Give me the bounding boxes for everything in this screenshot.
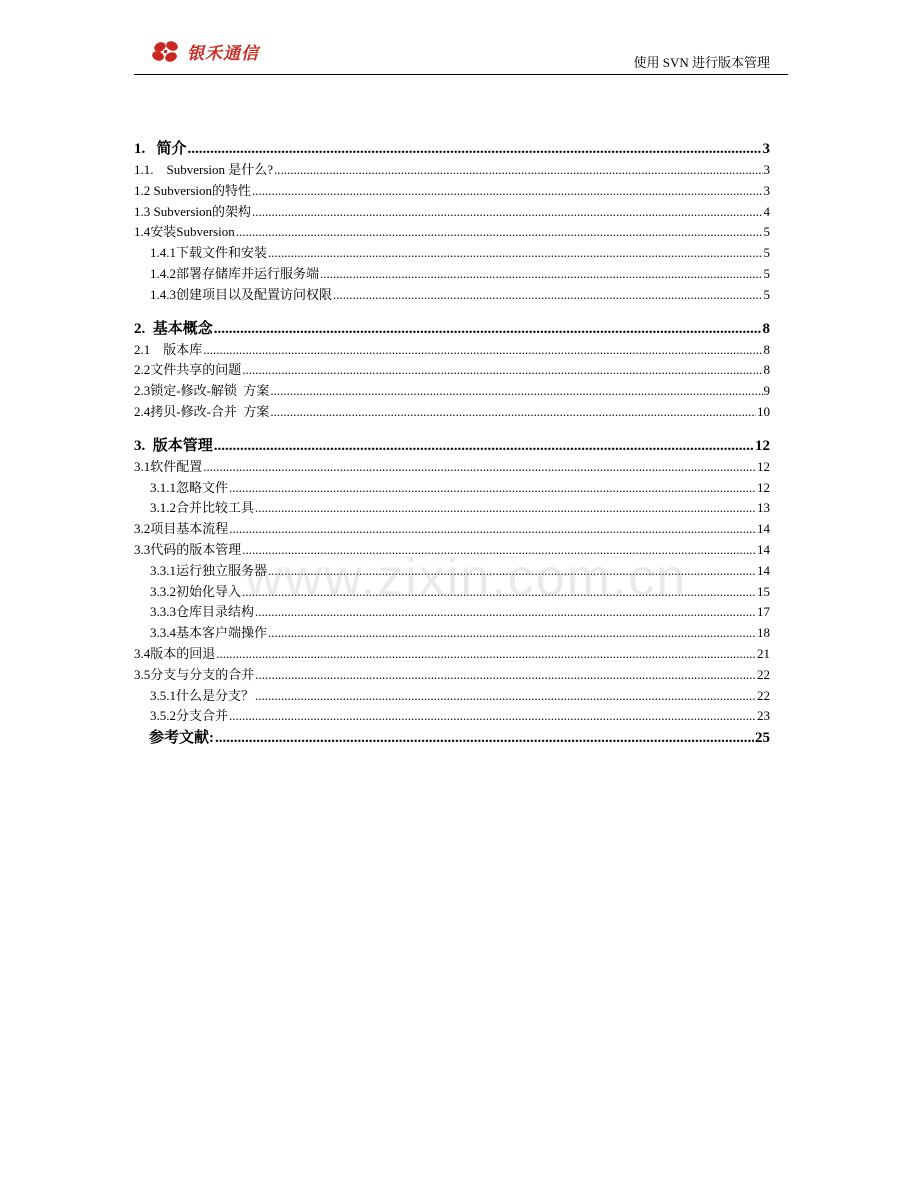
toc-entry-label: 1.4.3创建项目以及配置访问权限 (150, 286, 333, 302)
toc-leader-dots (242, 542, 756, 558)
toc-page-number: 22 (757, 687, 770, 703)
toc-entry-label: 3.1软件配置 (134, 458, 203, 474)
table-of-contents (134, 137, 770, 748)
toc-page-number: 21 (757, 645, 770, 661)
toc-page-number: 10 (757, 403, 770, 419)
toc-leader-dots (255, 688, 756, 704)
toc-entry[interactable] (134, 339, 770, 360)
toc-leader-dots (274, 162, 762, 178)
toc-page-number: 3 (763, 162, 770, 177)
toc-page-number: 8 (763, 341, 770, 357)
toc-entry[interactable] (134, 159, 770, 180)
section-gap (134, 422, 770, 428)
toc-leader-dots (252, 183, 762, 199)
toc-page-number: 14 (757, 521, 770, 537)
toc-entry-label: 2.4拷贝-修改-合并 方案 (134, 403, 270, 419)
toc-entry[interactable] (134, 180, 770, 201)
section-gap (134, 305, 770, 311)
toc-page-number: 9 (763, 383, 770, 399)
toc-entry[interactable] (134, 518, 770, 539)
toc-leader-dots (188, 141, 762, 158)
toc-page-number: 12 (757, 458, 770, 474)
toc-entry[interactable] (134, 601, 770, 622)
toc-page-number: 5 (763, 286, 770, 302)
toc-page-number: 14 (757, 562, 770, 578)
toc-leader-dots (333, 287, 762, 303)
toc-page-number: 12 (757, 479, 770, 495)
logo-text: 银禾通信 (187, 44, 259, 64)
toc-leader-dots (214, 321, 762, 338)
company-logo (150, 39, 259, 64)
toc-entry-label: 3.3.3仓库目录结构 (150, 604, 255, 620)
toc-entry-label: 2.1 版本库 (134, 341, 203, 357)
toc-entry[interactable] (134, 560, 770, 581)
toc-page-number: 3 (762, 141, 770, 157)
toc-page-number: 8 (762, 320, 770, 337)
toc-page-number: 5 (763, 265, 770, 281)
toc-entry[interactable] (134, 726, 770, 748)
page-header (134, 36, 788, 75)
toc-leader-dots (255, 500, 756, 516)
toc-entry[interactable] (134, 434, 770, 456)
toc-leader-dots (229, 480, 756, 496)
toc-entry-label: 2.2文件共享的问题 (134, 362, 242, 378)
toc-page-number: 14 (757, 541, 770, 557)
toc-leader-dots (242, 584, 756, 600)
toc-entry-label: 3.1.2合并比较工具 (150, 500, 255, 516)
toc-entry[interactable] (134, 664, 770, 685)
toc-leader-dots (242, 362, 762, 378)
toc-entry[interactable] (134, 242, 770, 263)
header-title: 使用 SVN 进行版本管理 (633, 55, 770, 70)
toc-leader-dots (268, 563, 756, 579)
toc-leader-dots (255, 604, 756, 620)
toc-leader-dots (215, 730, 754, 747)
toc-page-number: 5 (763, 224, 770, 240)
toc-entry[interactable] (134, 263, 770, 284)
toc-entry-label: 3.5分支与分支的合并 (134, 666, 255, 682)
toc-entry-label: 1.4.1下载文件和安装 (150, 245, 268, 261)
toc-entry-label: 3.3代码的版本管理 (134, 541, 242, 557)
toc-entry[interactable] (134, 359, 770, 380)
toc-entry-label: 3.5.2分支合并 (150, 708, 229, 724)
toc-entry[interactable] (134, 317, 770, 339)
toc-entry[interactable] (134, 643, 770, 664)
toc-leader-dots (236, 224, 763, 240)
toc-entry[interactable] (134, 221, 770, 242)
toc-entry[interactable] (134, 137, 770, 159)
toc-page-number: 8 (763, 362, 770, 378)
toc-page-number: 13 (757, 500, 770, 516)
toc-page-number: 15 (757, 583, 770, 599)
toc-entry-label: 3.1.1忽略文件 (150, 479, 229, 495)
toc-entry[interactable] (134, 201, 770, 222)
toc-entry[interactable] (134, 284, 770, 305)
toc-entry-label: 1.2 Subversion的特性 (134, 182, 252, 198)
toc-entry[interactable] (134, 401, 770, 422)
toc-page-number: 3 (763, 182, 770, 198)
toc-entry[interactable] (134, 581, 770, 602)
toc-entry-label: 3.5.1什么是分支？ (150, 687, 255, 703)
toc-leader-dots (203, 342, 762, 358)
toc-entry-label: 1. 简介 (134, 141, 187, 157)
toc-leader-dots (270, 404, 756, 420)
toc-page-number: 18 (757, 625, 770, 641)
toc-leader-dots (229, 521, 756, 537)
toc-entry-label: 3.2项目基本流程 (134, 521, 229, 537)
toc-leader-dots (214, 438, 754, 455)
toc-entry-label: 3.3.1运行独立服务器 (150, 562, 268, 578)
toc-page-number: 5 (763, 245, 770, 261)
toc-leader-dots (203, 459, 756, 475)
toc-leader-dots (252, 204, 762, 220)
toc-entry-label: 2. 基本概念 (134, 320, 213, 337)
toc-leader-dots (229, 708, 756, 724)
toc-entry[interactable] (134, 456, 770, 477)
toc-entry-label: 1.4安装Subversion (134, 224, 235, 240)
toc-entry-label: 1.3 Subversion的架构 (134, 203, 252, 219)
toc-entry-label: 参考文献: (149, 730, 214, 747)
toc-entry-label: 1.1. Subversion 是什么? (134, 162, 274, 177)
toc-entry[interactable] (134, 685, 770, 706)
toc-page-number: 23 (757, 708, 770, 724)
toc-entry-label: 3.3.4基本客户端操作 (150, 625, 268, 641)
toc-entry[interactable] (134, 705, 770, 726)
toc-entry[interactable] (134, 477, 770, 498)
toc-leader-dots (320, 266, 762, 282)
toc-leader-dots (268, 625, 756, 641)
toc-page-number: 17 (757, 604, 770, 620)
toc-entry-label: 3. 版本管理 (134, 437, 213, 454)
toc-page-number: 4 (763, 203, 770, 219)
toc-entry[interactable] (134, 622, 770, 643)
toc-entry-label: 2.3锁定-修改-解锁 方案 (134, 383, 270, 399)
toc-entry[interactable] (134, 380, 770, 401)
watermark: www.zixin.com.cn (245, 549, 688, 607)
toc-leader-dots (270, 383, 762, 399)
toc-entry-label: 3.4版本的回退 (134, 645, 216, 661)
toc-entry-label: 3.3.2初始化导入 (150, 583, 242, 599)
toc-page-number: 25 (755, 730, 770, 747)
toc-leader-dots (268, 245, 762, 261)
flower-logo-icon (150, 40, 184, 64)
toc-entry[interactable] (134, 539, 770, 560)
toc-entry[interactable] (134, 497, 770, 518)
toc-leader-dots (255, 667, 756, 683)
toc-page-number: 12 (755, 437, 770, 454)
toc-leader-dots (216, 646, 756, 662)
toc-entry-label: 1.4.2部署存储库并运行服务端 (150, 265, 320, 281)
toc-page-number: 22 (757, 666, 770, 682)
